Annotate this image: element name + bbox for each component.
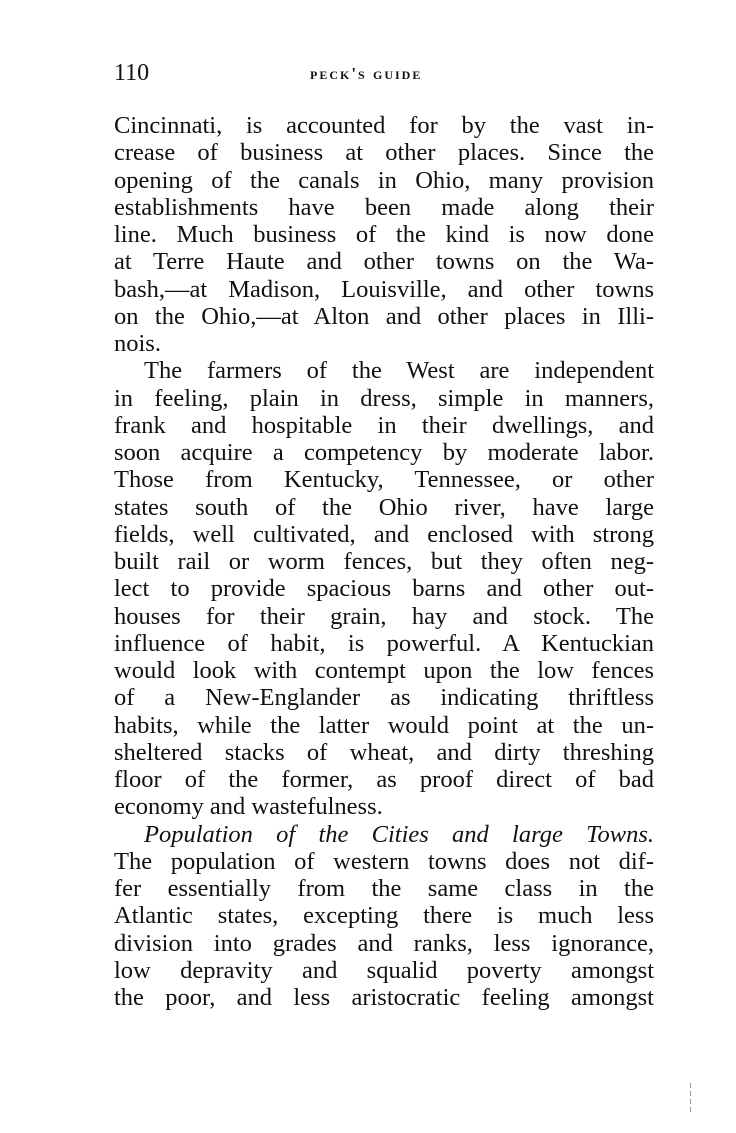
page-body-text: [114, 112, 654, 1011]
text-line: low depravity and squalid poverty amongst: [114, 956, 654, 984]
text-line: bash,—at Madison, Louisville, and other towns: [114, 275, 654, 303]
text-line: built rail or worm fences, but they often neg-: [114, 548, 654, 575]
text-line: division into grades and ranks, less ignorance,: [114, 929, 654, 957]
text-line: line. Much business of the kind is now done: [114, 221, 654, 248]
text-line: influence of habit, is powerful. A Kentuckian: [114, 629, 654, 657]
text-line: in feeling, plain in dress, simple in manners,: [114, 384, 654, 412]
text-line: states south of the Ohio river, have large: [114, 493, 654, 521]
text-line: crease of business at other places. Since the: [114, 139, 654, 167]
text-line: habits, while the latter would point at the un-: [114, 711, 654, 739]
text-line: fer essentially from the same class in the: [114, 875, 654, 902]
text-line: Atlantic states, excepting there is much less: [114, 902, 654, 930]
text-line: The farmers of the West are independent: [144, 357, 654, 385]
page-header: [114, 60, 654, 90]
section-heading-line: Population of the Cities and large Towns.: [144, 820, 654, 848]
text-line: The population of western towns does not dif-: [114, 847, 654, 875]
text-line: the poor, and less aristocratic feeling amongst: [114, 984, 654, 1011]
text-line: sheltered stacks of wheat, and dirty threshing: [114, 738, 654, 766]
text-line: Cincinnati, is accounted for by the vast in-: [114, 112, 654, 139]
text-line: on the Ohio,—at Alton and other places in Illi-: [114, 302, 654, 330]
text-line: would look with contempt upon the low fences: [114, 657, 654, 684]
text-line: of a New-Englander as indicating thriftless: [114, 684, 654, 712]
running-head: peck's guide: [310, 64, 423, 83]
text-line: fields, well cultivated, and enclosed with strong: [114, 520, 654, 548]
text-line: floor of the former, as proof direct of bad: [114, 766, 654, 793]
text-line: at Terre Haute and other towns on the Wa-: [114, 248, 654, 276]
text-line: establishments have been made along their: [114, 193, 654, 221]
scan-margin-marks: [688, 1080, 692, 1120]
text-line: Those from Kentucky, Tennessee, or other: [114, 466, 654, 494]
page-number: 110: [114, 60, 150, 86]
text-line: lect to provide spacious barns and other out-: [114, 575, 654, 603]
text-line: economy and wastefulness.: [114, 793, 383, 821]
text-line: opening of the canals in Ohio, many provision: [114, 166, 654, 194]
text-line: frank and hospitable in their dwellings, and: [114, 411, 654, 439]
text-line: nois.: [114, 330, 161, 357]
text-line: houses for their grain, hay and stock. The: [114, 602, 654, 630]
text-line: soon acquire a competency by moderate labor.: [114, 439, 654, 466]
